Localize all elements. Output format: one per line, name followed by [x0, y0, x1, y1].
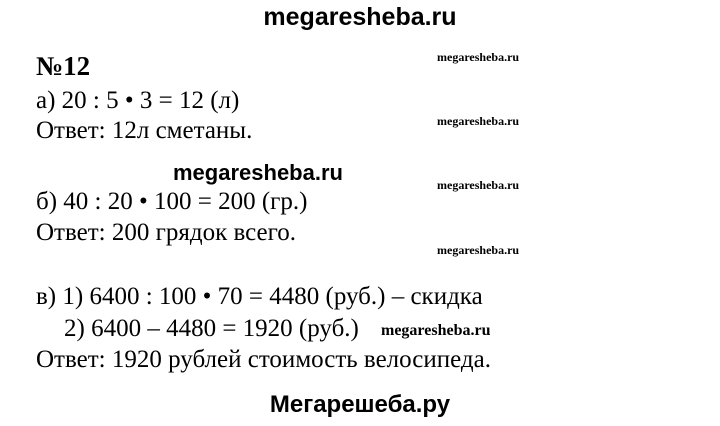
- solution-line-v-answer: Ответ: 1920 рублей стоимость велосипеда.: [36, 346, 491, 373]
- solution-line-a-equation: а) 20 : 5 • 3 = 12 (л): [36, 87, 240, 114]
- solution-line-a-answer: Ответ: 12л сметаны.: [36, 117, 253, 144]
- solution-line-b-answer: Ответ: 200 грядок всего.: [36, 219, 297, 246]
- solution-line-v-step2: 2) 6400 – 4480 = 1920 (руб.): [64, 315, 359, 342]
- watermark-small: megaresheba.ru: [437, 243, 520, 257]
- watermark-bottom: Мегарешеба.ру: [269, 391, 451, 418]
- watermark-top: megaresheba.ru: [263, 3, 457, 31]
- watermark-small: megaresheba.ru: [437, 50, 520, 64]
- watermark-small: megaresheba.ru: [437, 114, 520, 128]
- solution-line-b-equation: б) 40 : 20 • 100 = 200 (гр.): [36, 188, 308, 215]
- watermark-small: megaresheba.ru: [437, 178, 520, 192]
- watermark-middle: megaresheba.ru: [173, 160, 343, 185]
- task-number: №12: [36, 51, 91, 81]
- solution-line-v-step1: в) 1) 6400 : 100 • 70 = 4480 (руб.) – скидка: [36, 283, 483, 310]
- watermark-small: megaresheba.ru: [381, 322, 491, 339]
